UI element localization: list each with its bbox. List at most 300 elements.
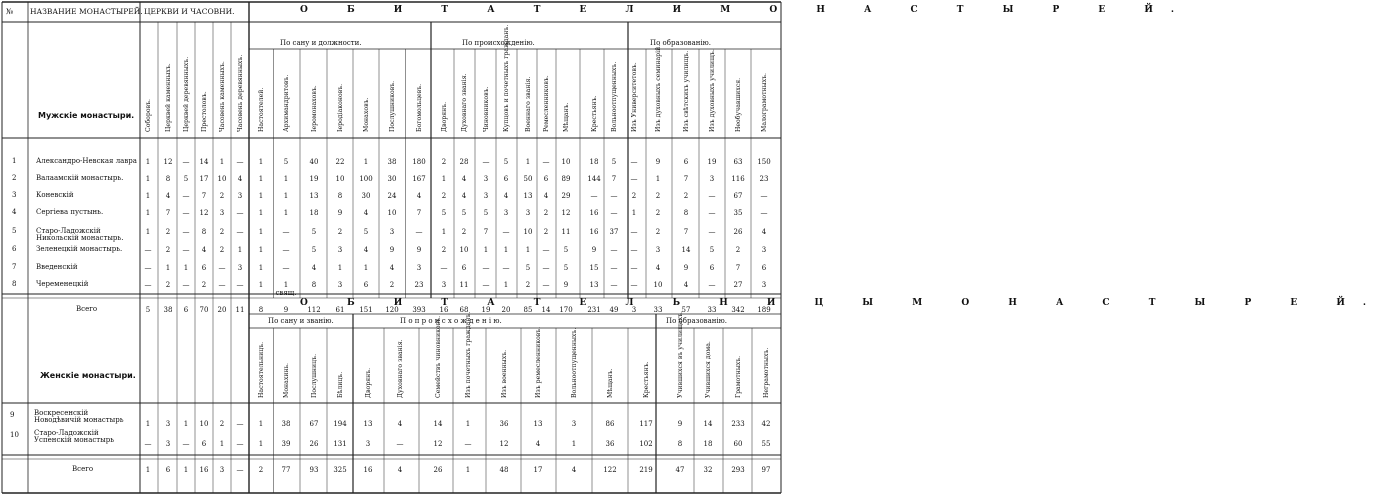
origin-col-header: Ремесленниковъ. [543,75,550,132]
total-cell: 33 [653,306,663,314]
table-cell: 6 [363,281,369,289]
table-cell: 13 [533,420,543,428]
total-cell: 151 [359,306,373,314]
table-cell: 2 [165,228,171,236]
table-cell: 1 [258,440,264,448]
total-cell: 342 [731,306,745,314]
group-origin: По происхожденію. [462,39,535,47]
total-cell: 32 [703,466,713,474]
table-cell: 39 [281,440,291,448]
monastery-name: Сергіева пустынь. [36,208,104,216]
table-cell: — [630,158,638,166]
table-cell: 4 [165,192,171,200]
table-cell: 16 [589,228,599,236]
table-cell: 1 [525,158,531,166]
total-cell: 112 [307,306,321,314]
table-cell: 1 [145,228,151,236]
table-cell: — [502,228,510,236]
women-inhabitants: О Б И Т А Т Е Л Ь Н И Ц Ы М О Н А С Т Ы Р Е Й. [300,298,1384,308]
rank-col-header: Настоятелей. [258,87,265,132]
table-cell: 4 [535,440,541,448]
table-cell: 1 [571,440,577,448]
table-cell: 7 [683,175,689,183]
table-cell: 6 [201,264,207,272]
header-inhabitants: О Б И Т А Т Е Л И М О Н А С Т Ы Р Е Й. [300,5,1193,15]
table-cell: 194 [333,420,347,428]
women-origin-col-header: Мѣщанъ. [607,368,614,398]
total-cell: 393 [412,306,426,314]
table-cell: 1 [363,264,369,272]
table-cell: 2 [219,192,225,200]
table-cell: 3 [761,246,767,254]
table-cell: 3 [389,228,395,236]
total-cell: 16 [199,466,209,474]
edu-col-header: Необучавшихся. [735,77,742,132]
table-cell: 1 [631,209,637,217]
women-rank-col-header: Бѣлицъ. [337,371,344,398]
table-cell: — [144,281,152,289]
origin-col-header: Мѣщанъ. [563,102,570,132]
total-cell: 77 [281,466,291,474]
table-cell: 1 [145,158,151,166]
table-cell: 9 [677,420,683,428]
table-cell: 6 [503,175,509,183]
monastery-name: Воскресенскій Новодѣвичій монастырь [34,409,124,424]
women-rank-col-header: Послушницъ. [311,353,318,398]
row-number: 9 [10,411,15,419]
table-cell: 4 [311,264,317,272]
total-cell: 189 [757,306,771,314]
table-cell: 13 [309,192,319,200]
header-name: НАЗВАНИЕ МОНАСТЫРЕЙ. [30,7,143,16]
table-cell: 26 [733,228,743,236]
table-cell: 1 [503,281,509,289]
table-cell: 3 [525,209,531,217]
total-cell: 1 [145,466,151,474]
table-cell: 4 [503,192,509,200]
table-cell: 1 [525,246,531,254]
total-cell: 85 [523,306,533,314]
table-cell: 3 [655,246,661,254]
table-cell: 2 [655,209,661,217]
table-cell: 1 [337,264,343,272]
table-cell: 131 [333,440,347,448]
table-cell: 6 [709,264,715,272]
table-cell: 12 [433,440,443,448]
table-cell: 38 [281,420,291,428]
table-cell: 67 [309,420,319,428]
table-cell: 9 [655,158,661,166]
table-cell: — [610,264,618,272]
table-cell: 2 [655,228,661,236]
table-cell: — [610,209,618,217]
table-cell: 2 [219,228,225,236]
edu-col-header: Изъ духовныхъ училищъ. [709,49,716,132]
total-cell: 3 [631,306,637,314]
table-cell: 12 [561,209,571,217]
header-no: № [6,7,14,16]
table-cell: 15 [589,264,599,272]
origin-col-header: Дворянъ. [441,101,448,132]
monastery-name: Александро-Невская лавра [36,157,137,165]
table-cell: 3 [441,281,447,289]
table-cell: — [708,192,716,200]
table-cell: 18 [703,440,713,448]
total-cell: 48 [499,466,509,474]
church-col-header: Соборовъ. [145,99,152,132]
table-cell: 63 [733,158,743,166]
table-cell: 4 [397,420,403,428]
origin-col-header: Военнаго званія. [525,76,532,132]
table-cell: 10 [561,158,571,166]
table-cell: 3 [237,192,243,200]
table-cell: 13 [589,281,599,289]
table-cell: 10 [523,228,533,236]
table-cell: — [182,281,190,289]
table-cell: 167 [412,175,426,183]
table-cell: 8 [337,192,343,200]
table-cell: 3 [571,420,577,428]
table-cell: 233 [731,420,745,428]
table-cell: 116 [731,175,745,183]
table-cell: 4 [201,246,207,254]
table-cell: 2 [441,158,447,166]
edu-col-header: Изъ Университетовъ. [631,62,638,132]
table-cell: 4 [416,192,422,200]
origin-col-header: Духовнаго званія. [461,73,468,132]
women-edu-col-header: Учившихся дома. [705,341,712,398]
table-cell: 14 [199,158,209,166]
table-cell: 3 [165,440,171,448]
total-cell: 17 [533,466,543,474]
table-cell: 10 [335,175,345,183]
table-cell: 8 [201,228,207,236]
total-cell: 68 [459,306,469,314]
table-cell: 6 [683,158,689,166]
table-cell: — [218,264,226,272]
table-cell: 9 [683,264,689,272]
table-cell: 1 [258,158,264,166]
table-cell: 18 [589,158,599,166]
table-cell: 7 [165,209,171,217]
total-cell: 170 [559,306,573,314]
table-cell: 3 [416,264,422,272]
total-cell: 293 [731,466,745,474]
table-cell: 23 [759,175,769,183]
table-cell: 1 [258,281,264,289]
table-cell: 10 [387,209,397,217]
table-cell: — [236,228,244,236]
total-cell: 4 [397,466,403,474]
table-cell: — [236,420,244,428]
table-cell: 1 [258,175,264,183]
table-cell: 8 [165,175,171,183]
table-cell: 7 [611,175,617,183]
row-number: 4 [12,208,17,216]
row-number: 5 [12,227,17,235]
rank-col-header: Послушниковъ. [389,80,396,132]
table-cell: 30 [361,192,371,200]
women-title: Женскіе монастыри. [40,371,136,380]
table-cell: 2 [683,192,689,200]
total-cell: 97 [761,466,771,474]
table-cell: 3 [503,209,509,217]
table-cell: 36 [605,440,615,448]
total-cell: 61 [335,306,345,314]
table-cell: 19 [309,175,319,183]
table-cell: 28 [459,158,469,166]
total-cell: 6 [165,466,171,474]
table-cell: 10 [653,281,663,289]
table-cell: 1 [258,420,264,428]
men-total-label: Всего [76,305,98,313]
edu-col-header: Малограмотныхъ. [761,73,768,132]
table-cell: 89 [561,175,571,183]
table-cell: — [282,264,290,272]
total-cell: 2 [258,466,264,474]
row-number: 3 [12,191,17,199]
table-cell: — [590,192,598,200]
table-cell: 4 [461,175,467,183]
table-cell: 1 [145,192,151,200]
table-cell: 3 [365,440,371,448]
table-cell: — [440,264,448,272]
table-cell: 3 [483,175,489,183]
table-cell: 1 [237,246,243,254]
table-cell: 29 [561,192,571,200]
origin-col-header: Крестьянъ. [591,95,598,132]
table-cell: 2 [219,246,225,254]
table-cell: 86 [605,420,615,428]
table-cell: 24 [387,192,397,200]
table-cell: 3 [337,246,343,254]
table-cell: 9 [389,246,395,254]
table-cell: — [182,192,190,200]
table-cell: 1 [145,209,151,217]
table-cell: — [182,209,190,217]
total-cell: 3 [219,466,225,474]
total-cell: 4 [571,466,577,474]
table-cell: — [542,246,550,254]
table-cell: 5 [483,209,489,217]
table-cell: 1 [483,246,489,254]
table-cell: — [182,246,190,254]
total-cell: 93 [309,466,319,474]
group-edu: По образованію. [650,39,711,47]
total-cell: 19 [481,306,491,314]
table-cell: 2 [441,246,447,254]
church-col-header: Церквей каменныхъ. [165,63,172,132]
table-cell: 7 [416,209,422,217]
table-cell: — [708,281,716,289]
table-cell: 7 [735,264,741,272]
table-cell: 9 [337,209,343,217]
table-cell: 30 [387,175,397,183]
table-cell: 7 [683,228,689,236]
table-cell: 102 [639,440,653,448]
table-cell: 2 [219,420,225,428]
table-cell: 1 [465,420,471,428]
total-cell: 26 [433,466,443,474]
total-cell: 20 [217,306,227,314]
table-cell: — [482,264,490,272]
table-cell: 11 [561,228,571,236]
table-cell: 2 [525,281,531,289]
table-cell: 1 [503,246,509,254]
table-cell: 5 [525,264,531,272]
total-cell: 6 [183,306,189,314]
rank-col-header: Іеромонаховъ. [311,85,318,132]
table-cell: 10 [459,246,469,254]
table-cell: 1 [258,228,264,236]
table-cell: — [760,192,768,200]
row-number: 1 [12,157,17,165]
table-cell: — [182,158,190,166]
table-cell: 19 [707,158,717,166]
women-origin-col-header: Изъ ремесленниковъ. [535,326,542,398]
total-cell: 47 [675,466,685,474]
total-cell: 231 [587,306,601,314]
table-cell: 1 [258,264,264,272]
table-cell: 27 [733,281,743,289]
table-cell: 2 [337,228,343,236]
women-origin-col-header: Дворянъ. [365,367,372,398]
table-cell: 12 [199,209,209,217]
table-cell: 12 [499,440,509,448]
table-cell: 2 [655,192,661,200]
table-cell: 2 [461,228,467,236]
church-col-header: Часовень деревянныхъ. [237,54,244,132]
table-cell: 5 [709,246,715,254]
table-cell: 1 [258,246,264,254]
table-cell: 4 [761,228,767,236]
table-cell: — [542,158,550,166]
women-origin-col-header: Семействъ чиновниковъ. [435,315,442,398]
table-cell: 8 [677,440,683,448]
women-edu-col-header: Неграмотныхъ. [763,347,770,398]
table-cell: — [218,281,226,289]
total-cell: 70 [199,306,209,314]
table-cell: — [760,209,768,217]
table-cell: 150 [757,158,771,166]
rank-col-header: Монаховъ. [363,97,370,132]
total-cell: 14 [541,306,551,314]
table-cell: 1 [363,158,369,166]
table-cell: — [630,175,638,183]
table-cell: — [236,281,244,289]
table-cell: 2 [165,281,171,289]
table-cell: 22 [335,158,345,166]
table-cell: 1 [219,158,225,166]
women-group-rank: По сану и званію. [268,317,334,325]
table-cell: 144 [587,175,601,183]
table-cell: — [708,209,716,217]
table-cell: 60 [733,440,743,448]
table-cell: 1 [283,192,289,200]
women-total-label: Всего [72,465,94,473]
origin-col-header: Чиновниковъ. [483,86,490,132]
table-cell: 7 [483,228,489,236]
edu-col-header: Изъ свѣтскихъ училищъ. [683,50,690,132]
table-cell: 3 [337,281,343,289]
table-cell: 14 [703,420,713,428]
table-cell: 6 [201,440,207,448]
table-cell: — [610,192,618,200]
monastery-name: Старо-Ладожскій Успенскій монастырь [34,429,115,444]
table-cell: 3 [761,281,767,289]
edu-col-header: Изъ духовныхъ семинарій. [655,44,662,132]
women-origin-col-header: Изъ военныхъ. [501,349,508,398]
table-cell: 2 [441,192,447,200]
table-cell: — [236,209,244,217]
table-cell: 9 [563,281,569,289]
table-cell: 55 [761,440,771,448]
total-cell: 325 [333,466,347,474]
rank-col-header: Богомольцевъ. [416,83,423,132]
row-number: 10 [10,431,19,439]
table-cell: — [542,264,550,272]
table-cell: 3 [483,192,489,200]
table-cell: 4 [683,281,689,289]
table-cell: 7 [201,192,207,200]
table-cell: — [630,228,638,236]
table-cell: — [630,281,638,289]
table-cell: 3 [709,175,715,183]
table-cell: — [396,440,404,448]
table-cell: — [236,158,244,166]
men-title: Мужскіе монастыри. [38,111,135,120]
total-cell: 11 [235,306,245,314]
table-cell: — [282,228,290,236]
table-cell: 3 [165,420,171,428]
table-cell: 2 [631,192,637,200]
table-cell: 1 [145,175,151,183]
total-cell: 16 [439,306,449,314]
table-cell: 16 [589,209,599,217]
header-churches: ЦЕРКВИ И ЧАСОВНИ. [144,7,235,16]
women-origin-col-header: Духовнаго званія. [397,339,404,398]
table-cell: 4 [363,209,369,217]
table-cell: 1 [183,264,189,272]
table-cell: 50 [523,175,533,183]
table-cell: 4 [461,192,467,200]
total-cell: 8 [258,306,264,314]
table-cell: 14 [681,246,691,254]
table-cell: 1 [655,175,661,183]
table-cell: 5 [611,158,617,166]
table-cell: 4 [363,246,369,254]
table-cell: — [482,281,490,289]
women-group-edu: По образованію. [666,317,727,325]
women-rank-col-header: Настоятельницъ. [258,341,265,398]
table-cell: 117 [639,420,653,428]
row-number: 2 [12,174,17,182]
table-cell: 6 [543,175,549,183]
table-cell: — [282,246,290,254]
total-cell: 57 [681,306,691,314]
table-cell: 5 [283,158,289,166]
total-cell: 1 [465,466,471,474]
table-cell: — [630,246,638,254]
total-cell: — [236,466,244,474]
table-cell: 38 [387,158,397,166]
table-cell: 6 [761,264,767,272]
total-cell: 120 [385,306,399,314]
table-cell: 10 [199,420,209,428]
table-cell: 13 [363,420,373,428]
table-cell: 180 [412,158,426,166]
women-edu-col-header: Учившихся въ училищахъ. [677,310,684,398]
